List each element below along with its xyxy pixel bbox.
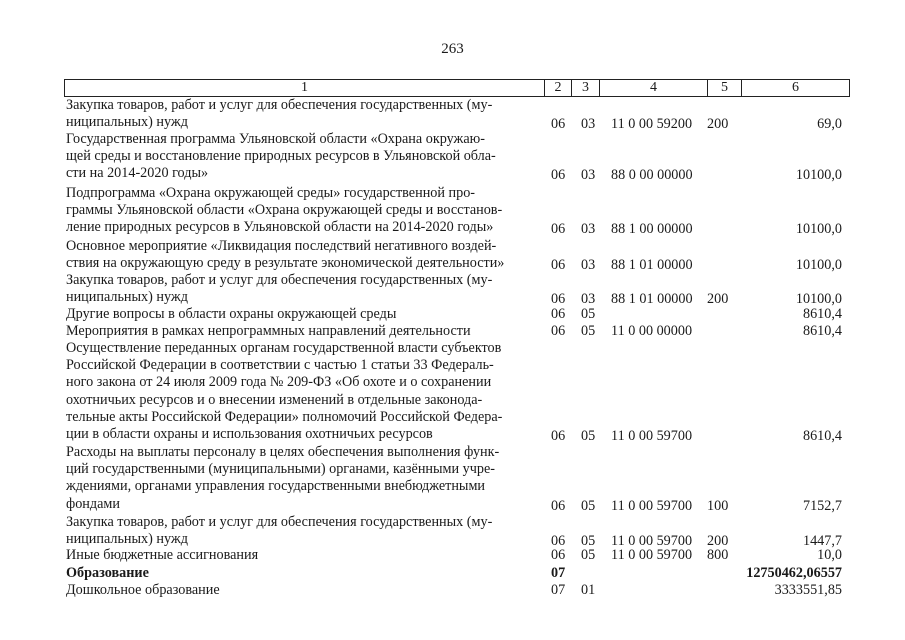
subsection-code: 05 bbox=[581, 497, 596, 514]
subsection-code: 03 bbox=[581, 116, 596, 133]
target-article-code: 88 1 00 00000 bbox=[611, 221, 693, 238]
description-line: Мероприятия в рамках непрограммных направлений деятельности bbox=[66, 323, 471, 339]
header-col-3: 3 bbox=[571, 80, 599, 96]
subsection-code: 03 bbox=[581, 167, 596, 184]
description-line: ниципальных) нужд bbox=[66, 531, 188, 548]
row-description bbox=[66, 272, 535, 306]
row-description bbox=[66, 514, 535, 548]
subsection-code: 05 bbox=[581, 547, 596, 563]
subsection-code: 03 bbox=[581, 221, 596, 238]
header-col-2: 2 bbox=[544, 80, 571, 96]
row-description bbox=[66, 185, 535, 237]
description-line: Закупка товаров, работ и услуг для обеспечения государственных (му- bbox=[66, 272, 493, 288]
expense-type-code: 100 bbox=[707, 497, 729, 514]
section-code: 06 bbox=[551, 533, 566, 550]
section-code: 07 bbox=[551, 582, 566, 598]
amount: 12750462,06557 bbox=[746, 565, 842, 581]
header-col-6: 6 bbox=[741, 80, 849, 96]
description-line: Образование bbox=[66, 565, 149, 581]
section-code: 06 bbox=[551, 257, 566, 274]
target-article-code: 88 1 01 00000 bbox=[611, 291, 693, 308]
section-code: 06 bbox=[551, 167, 566, 184]
expense-type-code: 800 bbox=[707, 547, 729, 563]
target-article-code: 11 0 00 59700 bbox=[611, 533, 693, 550]
section-code: 06 bbox=[551, 221, 566, 238]
subsection-code: 03 bbox=[581, 257, 596, 274]
header-col-4: 4 bbox=[599, 80, 707, 96]
row-description bbox=[66, 565, 535, 582]
header-col-5: 5 bbox=[707, 80, 741, 96]
target-article-code: 11 0 00 59700 bbox=[611, 547, 693, 563]
target-article-code: 11 0 00 00000 bbox=[611, 323, 693, 339]
amount: 10,0 bbox=[817, 547, 842, 563]
amount: 10100,0 bbox=[795, 291, 842, 308]
section-code: 06 bbox=[551, 306, 566, 322]
description-line: Государственная программа Ульяновской области «Охрана окружаю- bbox=[66, 131, 485, 147]
expense-type-code: 200 bbox=[707, 291, 729, 308]
subsection-code: 05 bbox=[581, 323, 596, 339]
row-description bbox=[66, 131, 535, 183]
description-line: ции в области охраны и использования охотничьих ресурсов bbox=[66, 426, 433, 443]
page-number: 263 bbox=[441, 41, 464, 57]
header-col-1: 1 bbox=[301, 80, 308, 95]
description-line: тельные акты Российской Федерации» полномочий Российской Федера- bbox=[66, 408, 503, 425]
row-description bbox=[66, 444, 535, 513]
amount: 3333551,85 bbox=[774, 582, 842, 598]
row-description bbox=[66, 323, 535, 340]
amount: 8610,4 bbox=[802, 306, 842, 322]
amount: 10100,0 bbox=[795, 221, 842, 238]
section-code: 07 bbox=[551, 565, 566, 581]
description-line: Иные бюджетные ассигнования bbox=[66, 547, 259, 563]
section-code: 06 bbox=[551, 428, 566, 444]
row-description bbox=[66, 97, 535, 131]
description-line: ниципальных) нужд bbox=[66, 114, 188, 131]
section-code: 06 bbox=[551, 497, 566, 514]
description-line: Осуществление переданных органам государственной власти субъектов bbox=[66, 340, 502, 356]
amount: 10100,0 bbox=[795, 167, 842, 184]
description-line: ление природных ресурсов в Ульяновской области на 2014-2020 годы» bbox=[66, 219, 494, 236]
target-article-code: 88 1 01 00000 bbox=[611, 257, 693, 274]
description-line: ций государственными (муниципальными) органами, казёнными учре- bbox=[66, 461, 496, 478]
description-line: ждениями, органами управления государственными внебюджетными bbox=[66, 478, 486, 495]
expense-type-code: 200 bbox=[707, 116, 729, 133]
subsection-code: 01 bbox=[581, 582, 596, 598]
description-line: Российской Федерации в соответствии с частью 1 статьи 33 Федераль- bbox=[66, 357, 494, 374]
description-line: охотничьих ресурсов и о внесении изменений в отдельные законода- bbox=[66, 391, 483, 408]
description-line: ного закона от 24 июля 2009 года № 209-ФЗ «Об охоте и о сохранении bbox=[66, 374, 492, 391]
subsection-code: 05 bbox=[581, 533, 596, 550]
description-line: ствия на окружающую среду в результате экономической деятельности» bbox=[66, 255, 505, 272]
amount: 1447,7 bbox=[802, 533, 842, 550]
amount: 8610,4 bbox=[802, 323, 842, 339]
expense-type-code: 200 bbox=[707, 533, 729, 550]
subsection-code: 03 bbox=[581, 291, 596, 308]
section-code: 06 bbox=[551, 291, 566, 308]
description-line: Подпрограмма «Охрана окружающей среды» государственной про- bbox=[66, 185, 476, 201]
description-line: фондами bbox=[66, 495, 120, 512]
target-article-code: 11 0 00 59200 bbox=[611, 116, 693, 133]
row-description bbox=[66, 306, 535, 323]
description-line: ниципальных) нужд bbox=[66, 289, 188, 306]
row-description bbox=[66, 547, 535, 564]
description-line: сти на 2014-2020 годы» bbox=[66, 165, 209, 182]
target-article-code: 11 0 00 59700 bbox=[611, 497, 693, 514]
target-article-code: 11 0 00 59700 bbox=[611, 428, 693, 444]
subsection-code: 05 bbox=[581, 306, 596, 322]
row-description bbox=[66, 340, 535, 443]
row-description bbox=[66, 582, 535, 599]
description-line: Основное мероприятие «Ликвидация последствий негативного воздей- bbox=[66, 238, 497, 254]
description-line: Расходы на выплаты персоналу в целях обеспечения выполнения функ- bbox=[66, 444, 500, 460]
amount: 10100,0 bbox=[795, 257, 842, 274]
section-code: 06 bbox=[551, 323, 566, 339]
row-description bbox=[66, 238, 535, 272]
amount: 8610,4 bbox=[802, 428, 842, 444]
description-line: Закупка товаров, работ и услуг для обеспечения государственных (му- bbox=[66, 97, 493, 113]
description-line: щей среды и восстановление природных ресурсов в Ульяновской обла- bbox=[66, 148, 496, 165]
description-line: Дошкольное образование bbox=[66, 582, 220, 598]
description-line: Закупка товаров, работ и услуг для обеспечения государственных (му- bbox=[66, 514, 493, 530]
section-code: 06 bbox=[551, 547, 566, 563]
subsection-code: 05 bbox=[581, 428, 596, 444]
section-code: 06 bbox=[551, 116, 566, 133]
description-line: граммы Ульяновской области «Охрана окружающей среды и восстанов- bbox=[66, 202, 503, 219]
amount: 69,0 bbox=[817, 116, 842, 133]
target-article-code: 88 0 00 00000 bbox=[611, 167, 693, 184]
description-line: Другие вопросы в области охраны окружающей среды bbox=[66, 306, 397, 322]
amount: 7152,7 bbox=[802, 497, 842, 514]
